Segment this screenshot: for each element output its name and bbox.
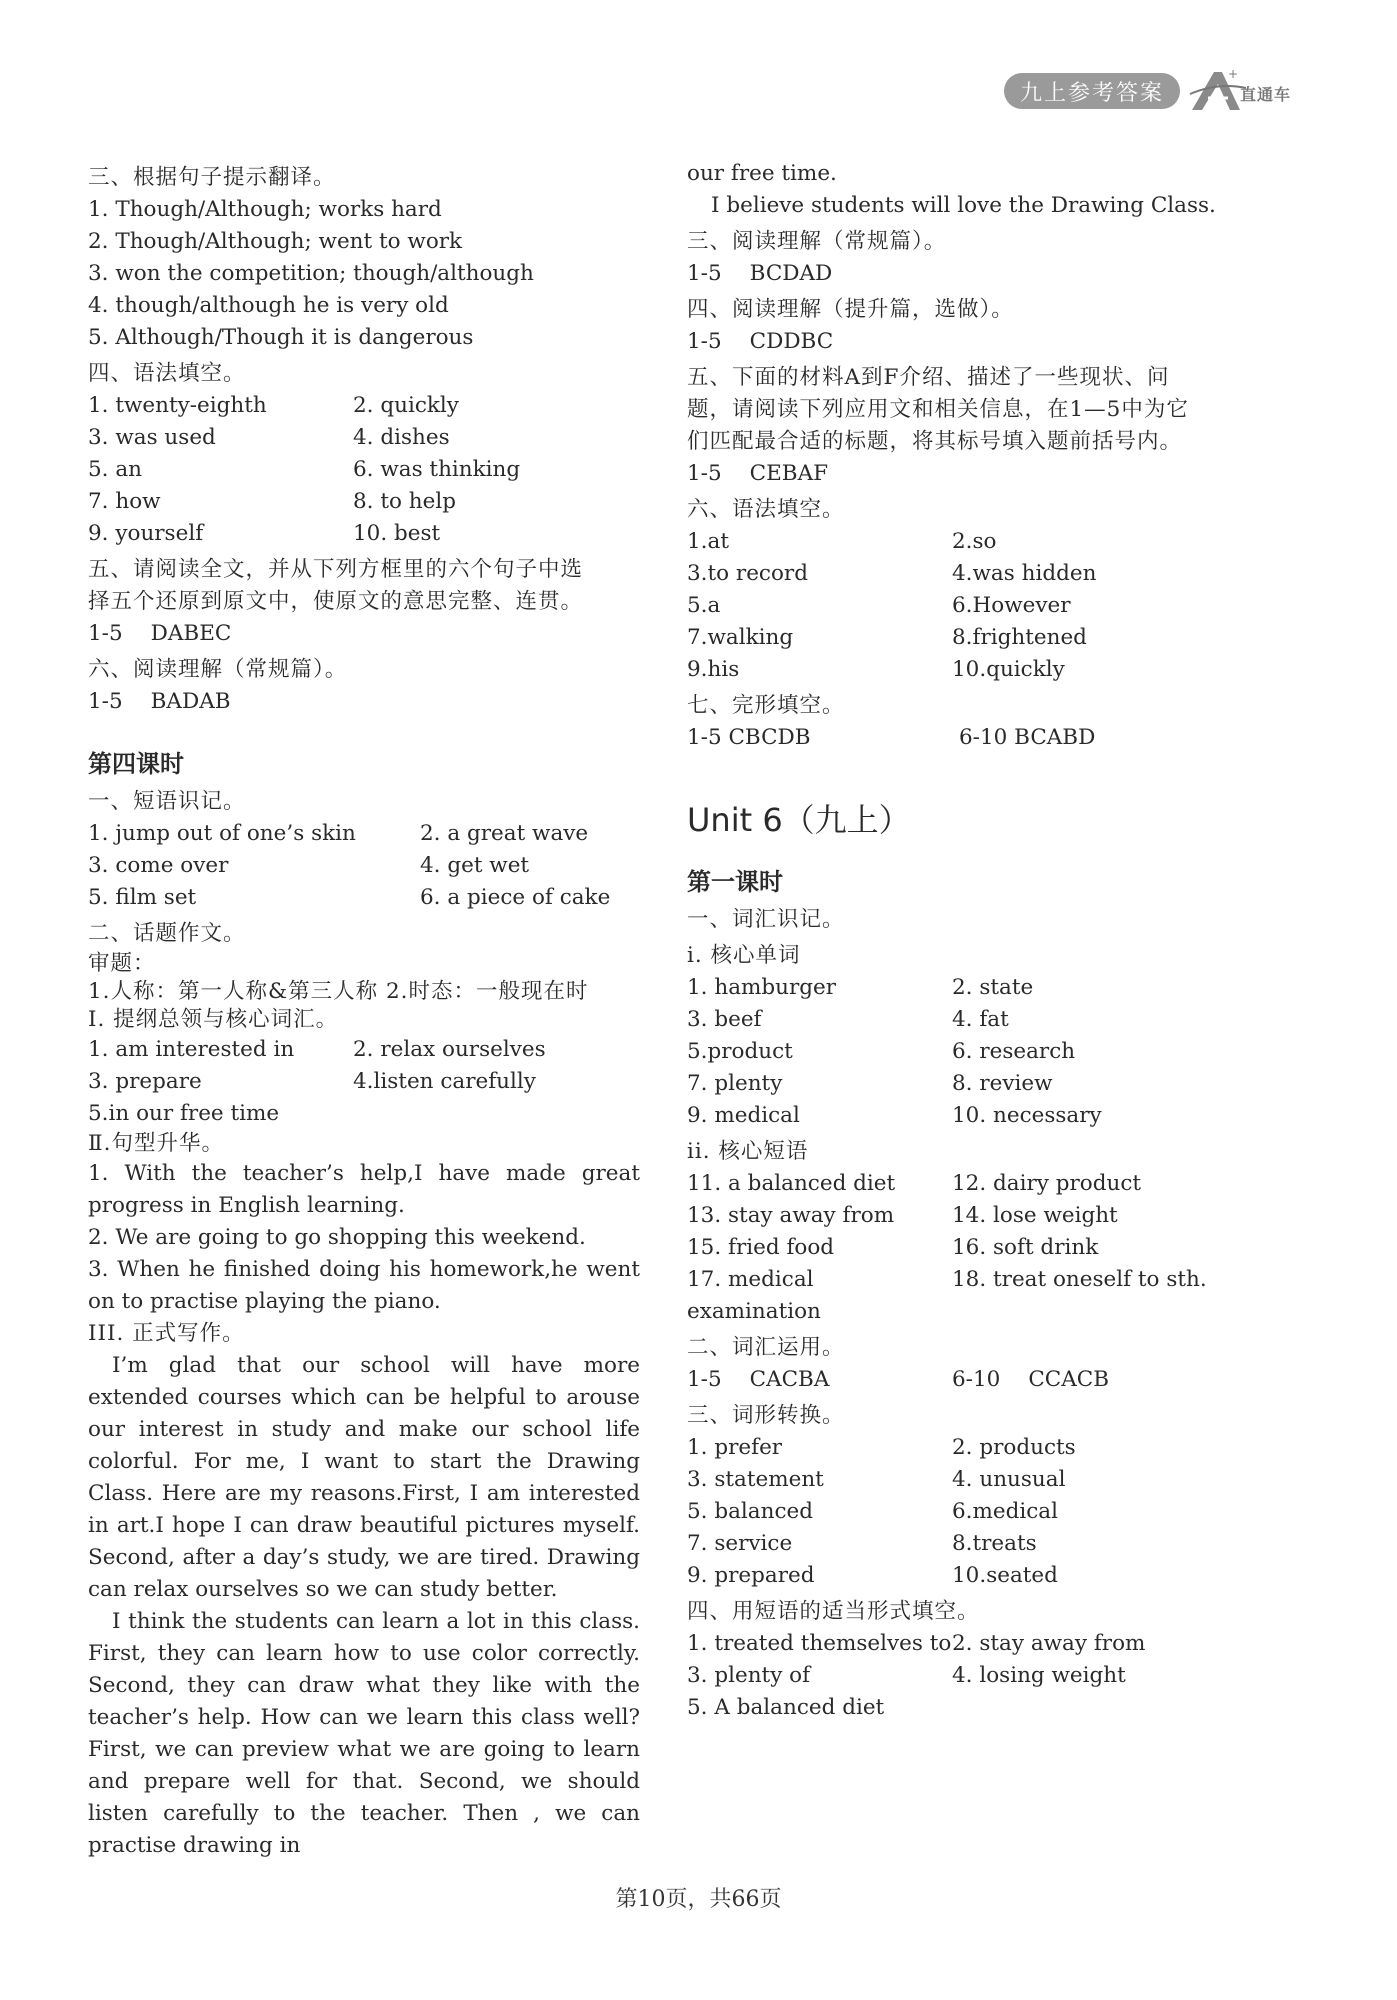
review-label: 审题： [88, 951, 156, 976]
answer-cell: 8. to help [353, 489, 456, 514]
answer-cell: 7. service [687, 1531, 793, 1556]
answer-cell: 18. treat oneself to sth. [952, 1267, 1207, 1292]
answer-cell: 1-5 CBCDB [687, 725, 811, 750]
answer-cell: 4. get wet [420, 853, 530, 878]
answer-row [687, 1232, 1247, 1264]
answer-line: 4. though/although he is very old [88, 293, 449, 318]
answer-range: 6-10 [952, 1367, 1001, 1392]
answer-cell: 4. losing weight [952, 1663, 1126, 1688]
answer-cell: 2. relax ourselves [353, 1037, 546, 1062]
answer-cell: 3. statement [687, 1467, 824, 1492]
answer-row [687, 1168, 1247, 1200]
right-column [687, 158, 1247, 1724]
answer-row [88, 518, 640, 550]
essay-paragraph: I think the students can learn a lot in this class. First, they can learn how to use color correctly. Second, they can draw what they like with the teacher’s help. How can we learn this class well? First, we can preview what we are going to learn and prepare well for that. Second, we should listen carefully to the teacher. Then , we can practise drawing in [88, 1609, 640, 1858]
answer-cell: 4. dishes [353, 425, 450, 450]
answer-cell: 2. a great wave [420, 821, 589, 846]
answer-cell: 7. plenty [687, 1071, 783, 1096]
writing-title: III. 正式写作。 [88, 1321, 245, 1346]
answer-value: CACBA [749, 1367, 830, 1392]
sentence-title: Ⅱ.句型升华。 [88, 1131, 224, 1156]
right-section-5 [687, 362, 1247, 490]
lesson4-section-1 [88, 786, 640, 914]
answer-cell: 6. a piece of cake [420, 885, 611, 910]
answer-row [687, 558, 1247, 590]
answer-cell: 4.was hidden [952, 561, 1097, 586]
answer-row [88, 818, 640, 850]
answer-line [687, 458, 1247, 490]
answer-range: 1-5 [687, 261, 722, 286]
section-title: 一、词汇识记。 [687, 907, 845, 932]
answer-line: 3. won the competition; though/although [88, 261, 534, 286]
section-title-cont: 们匹配最合适的标题，将其标号填入题前括号内。 [687, 429, 1183, 454]
answer-cell: 8. review [952, 1071, 1053, 1096]
answer-cell: 3. was used [88, 425, 216, 450]
section-title: 六、阅读理解（常规篇）。 [88, 657, 348, 682]
answer-cell: 9. medical [687, 1103, 800, 1128]
answer-cell: 9.his [687, 657, 740, 682]
answer-range: 1-5 [687, 1367, 722, 1392]
section-title: 五、请阅读全文，并从下列方框里的六个句子中选 [88, 557, 584, 582]
answer-row [687, 1628, 1247, 1660]
answer-row [687, 654, 1247, 686]
answer-cell: 7. how [88, 489, 161, 514]
answer-cell: 5. film set [88, 885, 197, 910]
answer-cell: 14. lose weight [952, 1203, 1118, 1228]
section-title: 一、短语识记。 [88, 789, 246, 814]
answer-cell: 8.treats [952, 1531, 1037, 1556]
answer-cell: 2.so [952, 529, 997, 554]
answer-cell: 5.product [687, 1039, 793, 1064]
answer-line: 5. A balanced diet [687, 1695, 885, 1720]
answer-cell: 2. stay away from [952, 1631, 1146, 1656]
section-title: 二、话题作文。 [88, 921, 246, 946]
sentence-item: 3. When he finished doing his homework,he went on to practise playing the piano. [88, 1257, 640, 1314]
answer-cell: 3. come over [88, 853, 229, 878]
answer-cell: 8.frightened [952, 625, 1087, 650]
answer-cell: 4. unusual [952, 1467, 1066, 1492]
answer-row [687, 1264, 1247, 1328]
header-title: 九上参考答案 [1004, 73, 1180, 109]
answer-range: 1-5 [88, 621, 123, 646]
lesson1-section-1 [687, 904, 1247, 1328]
logo-text: 直通车 [1240, 85, 1292, 104]
answer-cell: 6.medical [952, 1499, 1058, 1524]
lesson-title: 第四课时 [88, 750, 184, 778]
answer-row [687, 526, 1247, 558]
answer-row [687, 1200, 1247, 1232]
answer-row [687, 972, 1247, 1004]
lesson1-section-2 [687, 1332, 1247, 1396]
answer-cell: 6. was thinking [353, 457, 521, 482]
answer-line [88, 686, 640, 718]
answer-row [88, 422, 640, 454]
answer-cell: 3. prepare [88, 1069, 202, 1094]
essay-paragraph: I’m glad that our school will have more extended courses which can be helpful to arouse our interest in study and make our school life colorful. For me, I want to start the Drawing Class. Here are my reasons.First, I am interested in art.I hope I can draw beautiful pictures myself. Second, after a day’s study, we are tired. Drawing can relax ourselves so we can study better. [88, 1353, 640, 1602]
answer-cell: 2. quickly [353, 393, 459, 418]
answer-row [88, 1034, 640, 1066]
outline-title: Ⅰ. 提纲总领与核心词汇。 [88, 1007, 339, 1032]
answer-row [88, 882, 640, 914]
answer-row [88, 486, 640, 518]
section-title: 四、语法填空。 [88, 361, 246, 386]
lesson4-section-2 [88, 918, 640, 1862]
answer-cell: 5. balanced [687, 1499, 813, 1524]
section-title-cont: 题，请阅读下列应用文和相关信息，在1—5中为它 [687, 397, 1189, 422]
answer-cell: 7.walking [687, 625, 794, 650]
answer-line: 5.in our free time [88, 1101, 280, 1126]
answer-cell: 6.However [952, 593, 1071, 618]
section-title: 三、词形转换。 [687, 1403, 845, 1428]
answer-row [687, 590, 1247, 622]
left-section-5 [88, 554, 640, 650]
answer-cell: 17. medical examination [687, 1267, 821, 1324]
section-title: 四、阅读理解（提升篇，选做）。 [687, 297, 1014, 322]
right-section-4 [687, 294, 1247, 358]
answer-line [687, 258, 1247, 290]
lesson1-section-3 [687, 1400, 1247, 1592]
answer-cell: 9. prepared [687, 1563, 815, 1588]
answer-value: CCACB [1028, 1367, 1109, 1392]
page-footer: 第10页，共66页 [615, 1887, 782, 1912]
answer-row [687, 1100, 1247, 1132]
answer-cell: 4.listen carefully [353, 1069, 536, 1094]
section-title: 七、完形填空。 [687, 693, 845, 718]
answer-range: 1-5 [687, 461, 722, 486]
answer-line: 1. Though/Although; works hard [88, 197, 442, 222]
answer-cell: 1. treated themselves to [687, 1631, 952, 1656]
answer-row [687, 1496, 1247, 1528]
person-tense: 1.人称：第一人称&第三人称 2.时态：一般现在时 [88, 979, 589, 1004]
svg-text:+: + [1228, 68, 1239, 81]
answer-cell: 9. yourself [88, 521, 204, 546]
section-title: 六、语法填空。 [687, 497, 845, 522]
right-section-3 [687, 226, 1247, 290]
unit-title: Unit 6（九上） [687, 801, 911, 839]
brand-logo [1188, 68, 1306, 114]
section-title: 五、下面的材料A到F介绍、描述了一些现状、问 [687, 365, 1170, 390]
answer-row [687, 1036, 1247, 1068]
answer-cell: 5. an [88, 457, 143, 482]
answer-row [687, 1528, 1247, 1560]
answer-value: BCDAD [749, 261, 833, 286]
answer-cell: 1. am interested in [88, 1037, 295, 1062]
answer-cell: 11. a balanced diet [687, 1171, 896, 1196]
answer-cell: 10. necessary [952, 1103, 1102, 1128]
answer-row [687, 722, 1247, 754]
a-plus-logo-icon [1188, 68, 1248, 114]
lesson1-section-4 [687, 1596, 1247, 1724]
left-section-3 [88, 162, 640, 354]
answer-cell [952, 1364, 1109, 1396]
lesson-title: 第一课时 [687, 868, 783, 896]
answer-line [687, 326, 1247, 358]
answer-cell: 12. dairy product [952, 1171, 1142, 1196]
answer-cell: 3. beef [687, 1007, 762, 1032]
essay-continued: our free time. [687, 161, 837, 186]
answer-cell: 16. soft drink [952, 1235, 1099, 1260]
section-title-cont: 择五个还原到原文中，使原文的意思完整、连贯。 [88, 589, 584, 614]
answer-cell [687, 1364, 952, 1396]
left-section-4 [88, 358, 640, 550]
subsection-title: i. 核心单词 [687, 943, 801, 968]
answer-value: CDDBC [749, 329, 834, 354]
answer-cell: 1. jump out of one’s skin [88, 821, 356, 846]
answer-cell: 13. stay away from [687, 1203, 895, 1228]
answer-cell: 6. research [952, 1039, 1076, 1064]
sentence-item: 1. With the teacher’s help,I have made great progress in English learning. [88, 1161, 640, 1218]
left-section-6 [88, 654, 640, 718]
answer-cell: 10.seated [952, 1563, 1058, 1588]
right-section-7 [687, 690, 1247, 754]
answer-cell: 10.quickly [952, 657, 1065, 682]
answer-row [687, 622, 1247, 654]
answer-cell: 3.to record [687, 561, 808, 586]
answer-value: CEBAF [749, 461, 829, 486]
answer-row [88, 390, 640, 422]
answer-cell: 5.a [687, 593, 721, 618]
answer-cell: 1. twenty-eighth [88, 393, 267, 418]
answer-row [687, 1364, 1247, 1396]
sentence-item: 2. We are going to go shopping this weekend. [88, 1225, 586, 1250]
answer-cell: 6-10 BCABD [959, 725, 1096, 750]
header-badge [1004, 68, 1306, 114]
right-section-6 [687, 494, 1247, 686]
answer-row [687, 1660, 1247, 1692]
answer-row [88, 454, 640, 486]
section-title: 三、阅读理解（常规篇）。 [687, 229, 947, 254]
answer-row [687, 1464, 1247, 1496]
answer-row [687, 1560, 1247, 1592]
section-title: 二、词汇运用。 [687, 1335, 845, 1360]
answer-value: BADAB [150, 689, 231, 714]
answer-line: 5. Although/Though it is dangerous [88, 325, 474, 350]
section-title: 三、根据句子提示翻译。 [88, 165, 336, 190]
answer-row [687, 1432, 1247, 1464]
answer-range: 1-5 [687, 329, 722, 354]
section-title: 四、用短语的适当形式填空。 [687, 1599, 980, 1624]
answer-row [687, 1004, 1247, 1036]
answer-cell: 15. fried food [687, 1235, 835, 1260]
answer-cell: 1. prefer [687, 1435, 783, 1460]
answer-cell: 4. fat [952, 1007, 1009, 1032]
left-column [88, 158, 640, 1862]
answer-cell: 2. products [952, 1435, 1076, 1460]
subsection-title: ii. 核心短语 [687, 1139, 809, 1164]
answer-value: DABEC [150, 621, 232, 646]
answer-cell: 1. hamburger [687, 975, 837, 1000]
answer-line [88, 618, 640, 650]
answer-row [88, 1066, 640, 1098]
answer-range: 1-5 [88, 689, 123, 714]
answer-cell: 3. plenty of [687, 1663, 811, 1688]
answer-cell: 10. best [353, 521, 441, 546]
answer-row [687, 1068, 1247, 1100]
answer-row [88, 850, 640, 882]
essay-closing: I believe students will love the Drawing Class. [711, 193, 1216, 218]
answer-cell: 1.at [687, 529, 729, 554]
answer-line: 2. Though/Although; went to work [88, 229, 463, 254]
answer-cell: 2. state [952, 975, 1034, 1000]
